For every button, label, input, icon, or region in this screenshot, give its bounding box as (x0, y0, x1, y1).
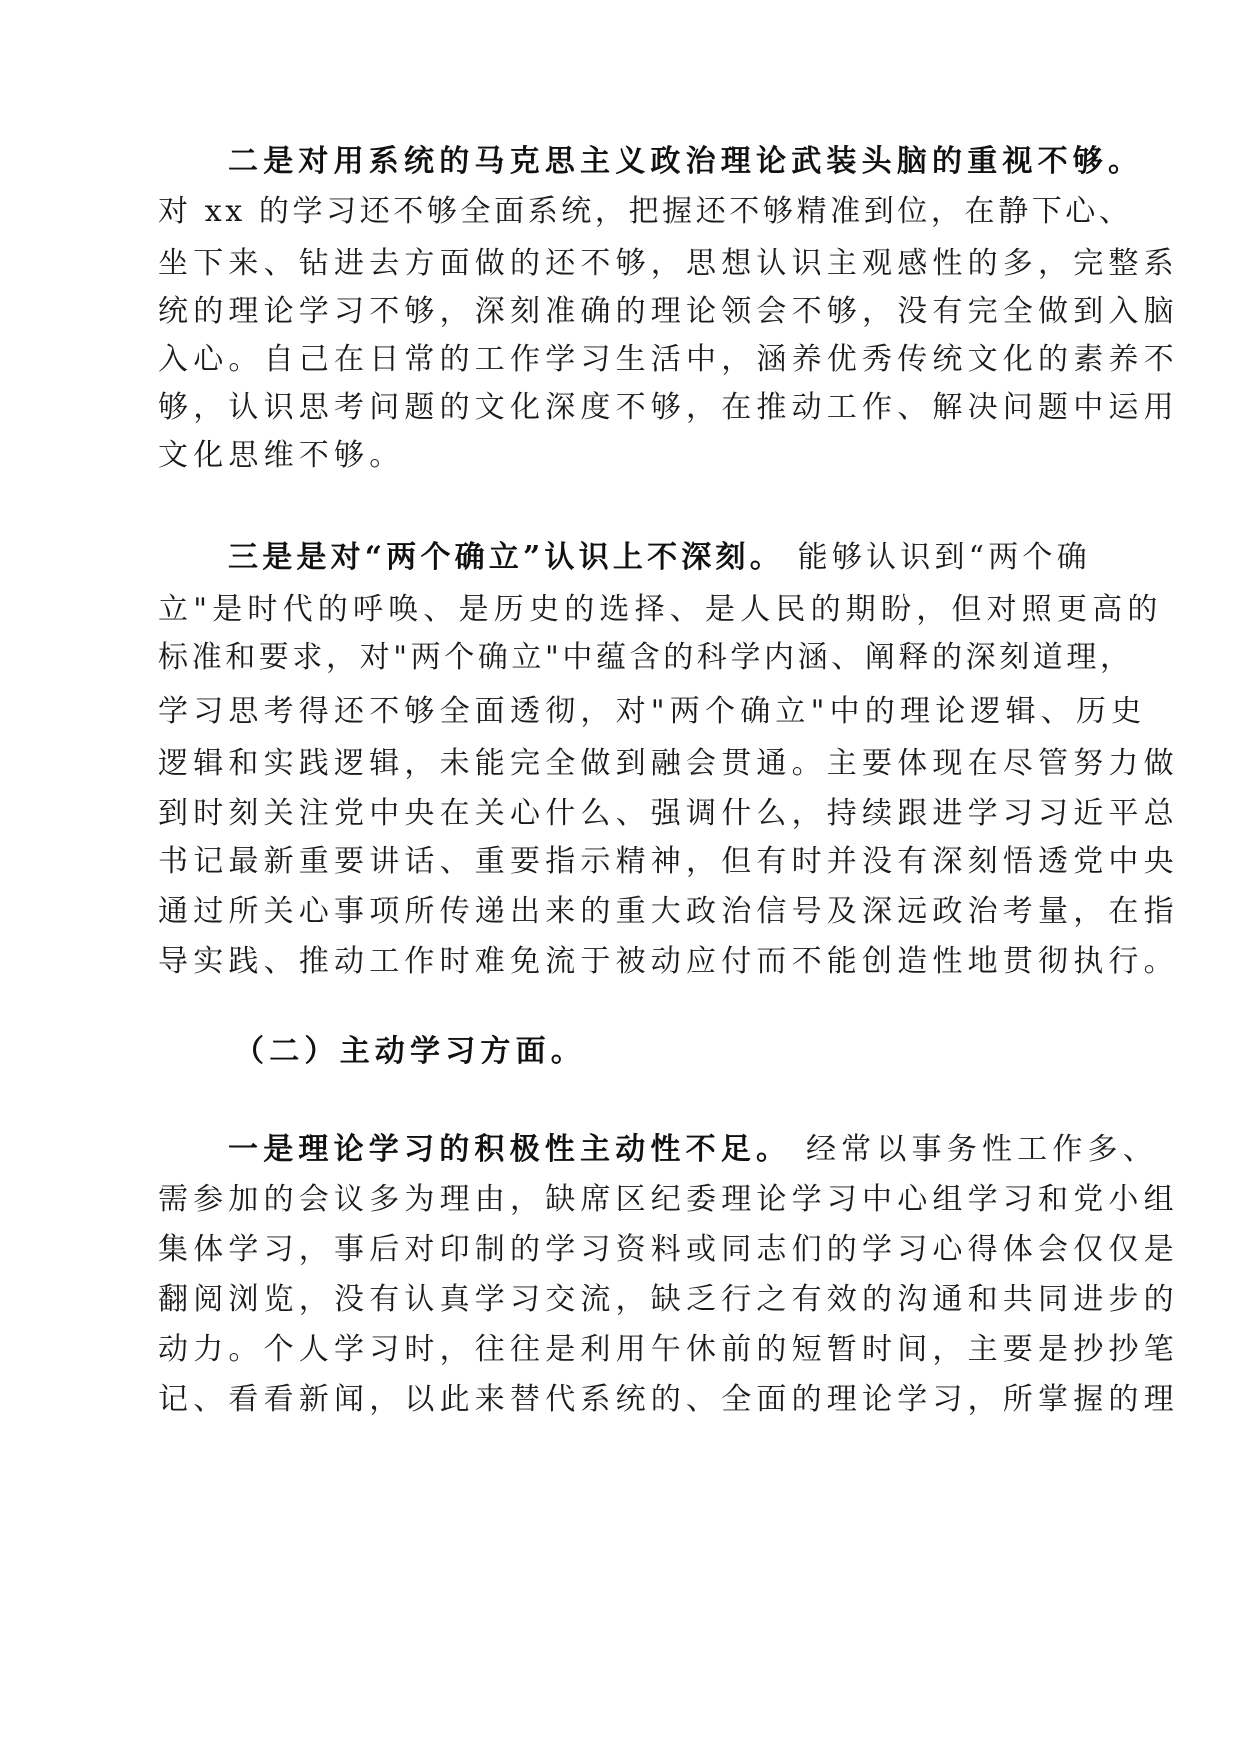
paragraph-2-line-4: 逻辑和实践逻辑，未能完全做到融会贯通。主要体现在尽管努力做 (158, 746, 1179, 781)
paragraph-2-line-7: 通过所关心事项所传递出来的重大政治信号及深远政治考量，在指 (158, 894, 1179, 929)
paragraph-3-line-2: 集体学习，事后对印制的学习资料或同志们的学习心得体会仅仅是 (158, 1232, 1179, 1267)
paragraph-3-line-1: 需参加的会议多为理由，缺席区纪委理论学习中心组学习和党小组 (158, 1182, 1179, 1217)
paragraph-2-line-6: 书记最新重要讲话、重要指示精神，但有时并没有深刻悟透党中央 (158, 844, 1179, 879)
paragraph-3-line-5: 记、看看新闻，以此来替代系统的、全面的理论学习，所掌握的理 (158, 1382, 1179, 1417)
paragraph-1-line-2: 坐下来、钻进去方面做的还不够，思想认识主观感性的多，完整系 (158, 246, 1179, 281)
paragraph-2-line-8: 导实践、推动工作时难免流于被动应付而不能创造性地贯彻执行。 (158, 944, 1179, 979)
paragraph-1-line-3: 统的理论学习不够，深刻准确的理论领会不够，没有完全做到入脑 (158, 294, 1179, 329)
paragraph-2-lead: 三是是对“两个确立”认识上不深刻。 (228, 540, 784, 575)
paragraph-2-line-5: 到时刻关注党中央在关心什么、强调什么，持续跟进学习习近平总 (158, 796, 1179, 831)
paragraph-1-line-6: 文化思维不够。 (158, 438, 405, 473)
paragraph-2-line-2: 标准和要求，对"两个确立"中蕴含的科学内涵、阐释的深刻道理， (158, 640, 1134, 675)
paragraph-2-lead-rest: 能够认识到“两个确 (783, 540, 1091, 575)
paragraph-1-line-1: 对 xx 的学习还不够全面系统，把握还不够精准到位，在静下心、 (158, 194, 1133, 229)
paragraph-2 (158, 538, 1179, 998)
paragraph-3-lead: 一是理论学习的积极性主动性不足。 (228, 1132, 792, 1167)
paragraph-3-line-4: 动力。个人学习时，往往是利用午休前的短暂时间，主要是抄抄笔 (158, 1332, 1179, 1367)
paragraph-1-lead: 二是对用系统的马克思主义政治理论武装头脑的重视不够。 (228, 144, 1144, 179)
paragraph-3-lead-rest: 经常以事务性工作多、 (791, 1132, 1158, 1167)
section-heading-block (158, 1032, 1078, 1078)
paragraph-2-line-1: 立"是时代的呼唤、是历史的选择、是人民的期盼，但对照更高的 (158, 592, 1163, 627)
paragraph-3-line-3: 翻阅浏览，没有认真学习交流，缺乏行之有效的沟通和共同进步的 (158, 1282, 1179, 1317)
paragraph-1 (158, 142, 1179, 502)
paragraph-2-first-line (228, 538, 1091, 578)
paragraph-3 (158, 1130, 1179, 1430)
paragraph-1-line-5: 够，认识思考问题的文化深度不够，在推动工作、解决问题中运用 (158, 390, 1179, 425)
section-heading: （二）主动学习方面。 (234, 1034, 586, 1069)
paragraph-1-line-4: 入心。自己在日常的工作学习生活中，涵养优秀传统文化的素养不 (158, 342, 1179, 377)
paragraph-2-line-3: 学习思考得还不够全面透彻，对"两个确立"中的理论逻辑、历史 (158, 694, 1147, 729)
paragraph-3-first-line (228, 1130, 1158, 1170)
